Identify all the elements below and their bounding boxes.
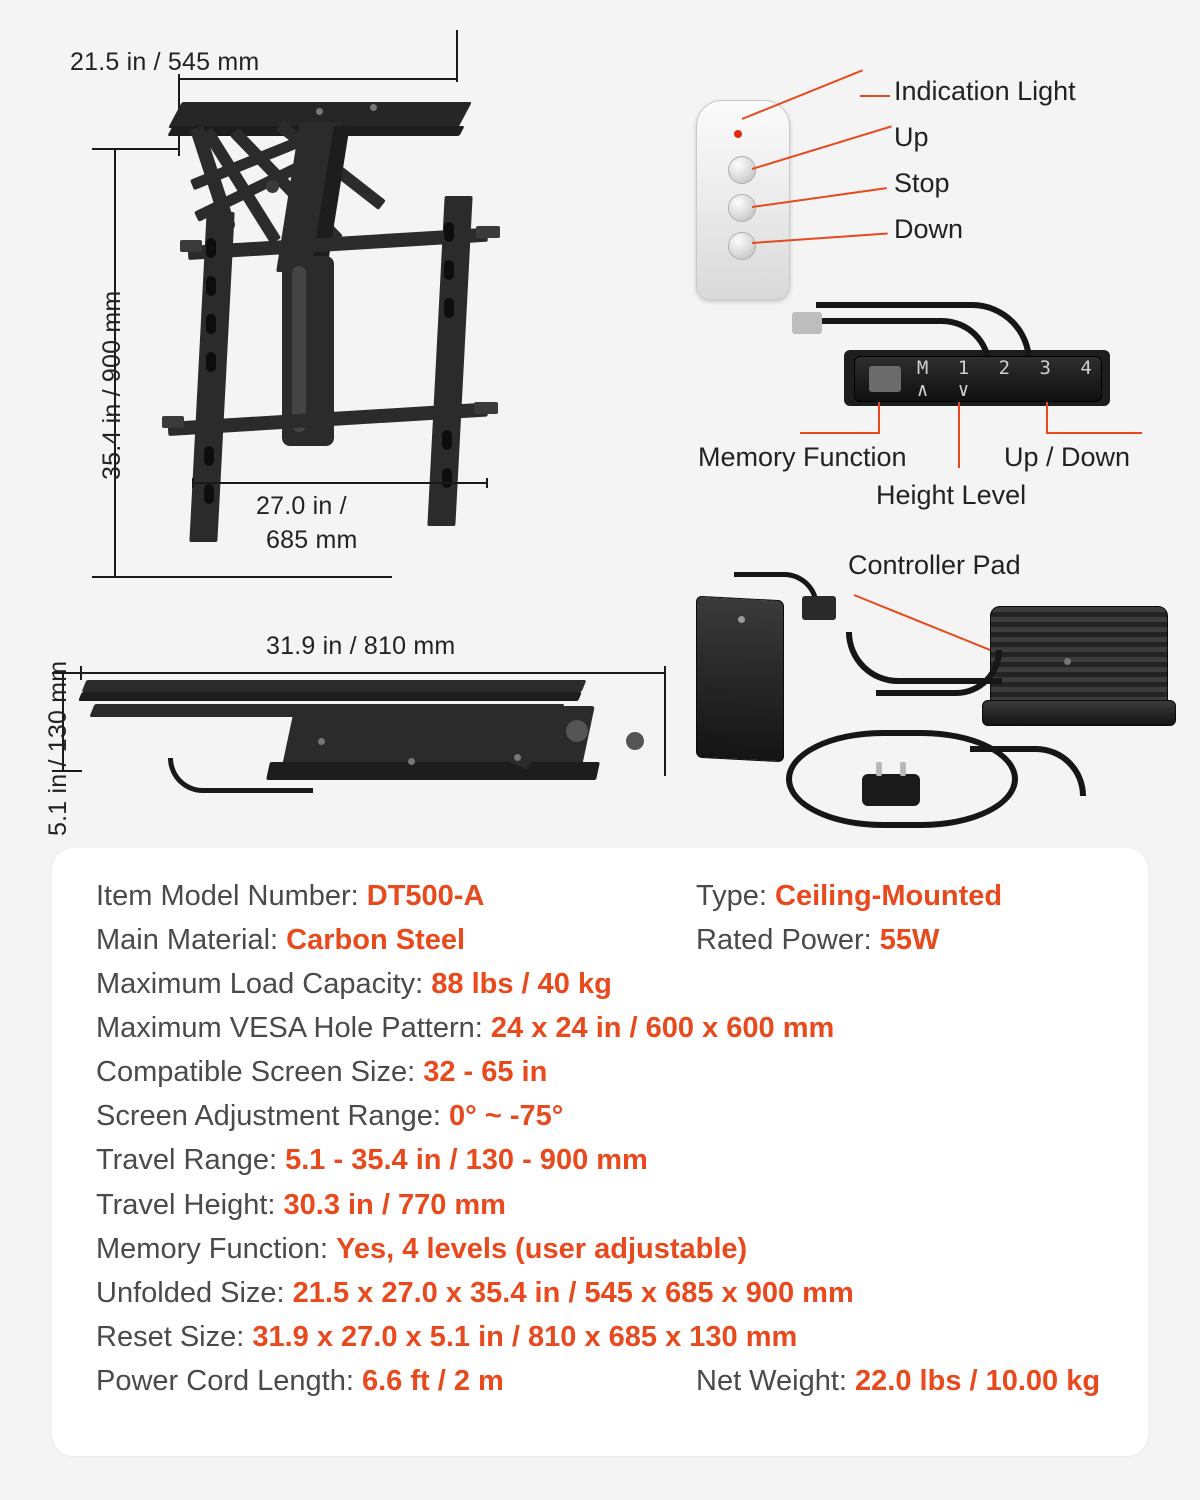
spec-value: 88 lbs / 40 kg [431, 968, 612, 1001]
plate-screw [316, 108, 323, 115]
folded-width-dimension-line [80, 672, 666, 674]
folded-screw [514, 754, 521, 761]
spec-label: Compatible Screen Size: [96, 1056, 424, 1089]
vesa-slot [442, 468, 452, 488]
vesa-slot [206, 314, 216, 334]
callout-leader-memory-function [878, 402, 880, 434]
spec-value: 22.0 lbs / 10.00 kg [855, 1364, 1101, 1397]
rail-end-cap [180, 240, 202, 252]
folded-screw [318, 738, 325, 745]
folded-body-base [266, 762, 600, 780]
unfolded-mount-illustration [70, 30, 630, 600]
spec-row [96, 962, 1104, 1006]
vesa-slot [206, 352, 216, 372]
ac-plug-prong [900, 762, 906, 776]
folded-width-label: 31.9 in / 810 mm [266, 632, 456, 660]
folded-top-rail-shadow [78, 692, 582, 701]
callout-leader-up-down-h [1046, 432, 1142, 434]
spec-label: Unfolded Size: [96, 1276, 293, 1309]
spec-value: DT500-A [366, 880, 485, 912]
folded-screw [408, 758, 415, 765]
callout-label-stop: Stop [894, 168, 950, 198]
spec-label: Maximum VESA Hole Pattern: [96, 1012, 491, 1045]
rail-end-cap [474, 402, 498, 414]
folded-width-tick-right [664, 666, 666, 776]
spec-row [96, 918, 1104, 962]
remote-down-button[interactable] [728, 232, 756, 260]
vesa-slot [444, 298, 454, 318]
folded-pivot [566, 720, 588, 742]
vesa-slot [204, 446, 214, 466]
vesa-slot [442, 430, 452, 450]
psu-connector [802, 596, 836, 620]
bottom-width-label-line1: 27.0 in / [256, 492, 347, 520]
spec-row [96, 1094, 1104, 1138]
spec-value: 32 - 65 in [423, 1056, 548, 1089]
spec-row [96, 874, 1104, 918]
rail-end-cap [162, 416, 184, 428]
rail-end-cap [476, 226, 500, 238]
spec-row [96, 1183, 1104, 1227]
callout-leader-height-level [958, 402, 960, 468]
spec-row [96, 1271, 1104, 1315]
folded-mount-illustration [18, 610, 678, 840]
callout-leader-indication-light-2 [860, 95, 890, 97]
height-dimension-tick-top [92, 148, 178, 150]
keypad-illustration [690, 290, 1180, 520]
height-dimension-tick-bottom [92, 576, 392, 578]
spec-value: Yes, 4 levels (user adjustable) [336, 1232, 748, 1265]
spec-value: Carbon Steel [286, 924, 466, 957]
spec-label: Main Material: [96, 924, 287, 957]
spec-label: Power Cord Length: [96, 1364, 362, 1397]
spec-row [96, 1315, 1104, 1359]
spec-label: Type: [696, 880, 775, 912]
spec-value: 55W [879, 924, 940, 957]
spec-value: 5.1 - 35.4 in / 130 - 900 mm [285, 1144, 648, 1177]
ac-plug [862, 774, 920, 806]
folded-power-cable [168, 758, 313, 793]
remote-control-illustration [690, 76, 1190, 320]
width-top-dimension-label: 21.5 in / 545 mm [70, 48, 260, 76]
vesa-slot [206, 238, 216, 258]
callout-leader-memory-function-h [800, 432, 880, 434]
spec-label: Travel Range: [96, 1144, 286, 1177]
top-dimension-tick-right [456, 30, 458, 82]
spec-label: Travel Height: [96, 1188, 284, 1221]
keypad-body[interactable] [854, 356, 1102, 402]
spec-value: 30.3 in / 770 mm [283, 1188, 506, 1221]
bottom-width-tick-right [486, 478, 488, 488]
spec-row [96, 1138, 1104, 1182]
indication-light [734, 130, 742, 138]
folded-height-label: 5.1 in / 130 mm [44, 660, 72, 836]
psu-indicator [738, 616, 745, 623]
callout-label-controller-pad: Controller Pad [848, 550, 1021, 580]
vesa-slot [204, 484, 214, 504]
spec-label: Maximum Load Capacity: [96, 968, 432, 1001]
spec-value: 6.6 ft / 2 m [361, 1364, 504, 1397]
plate-screw [370, 104, 377, 111]
spec-label: Reset Size: [96, 1320, 253, 1353]
power-cord-tail [970, 746, 1086, 796]
folded-body-plate [281, 706, 595, 770]
bottom-width-label-line2: 685 mm [266, 526, 358, 554]
callout-label-up: Up [894, 122, 929, 152]
callout-leader-indication-light [742, 69, 863, 120]
specification-card [52, 848, 1148, 1456]
spec-value: 31.9 x 27.0 x 5.1 in / 810 x 685 x 130 mm [252, 1320, 798, 1353]
keypad-connector [792, 312, 822, 334]
ir-receiver-window [869, 366, 901, 392]
spec-label: Item Model Number: [96, 880, 367, 912]
spec-row [96, 1050, 1104, 1094]
top-dimension-line [178, 78, 458, 80]
height-dimension-label: 35.4 in / 900 mm [98, 290, 126, 480]
spec-label: Rated Power: [696, 924, 880, 957]
specification-list [52, 848, 1148, 1403]
folded-top-rail [82, 680, 587, 692]
spec-row [96, 1227, 1104, 1271]
callout-label-height-level: Height Level [876, 480, 1027, 510]
vesa-slot [444, 260, 454, 280]
controller-pad-cable-2 [876, 650, 1002, 696]
bottom-width-dimension-line [192, 482, 488, 484]
vesa-slot [444, 222, 454, 242]
spec-label: Net Weight: [696, 1364, 856, 1397]
controller-pad-base [982, 700, 1176, 726]
controller-pad-illustration [690, 540, 1180, 840]
keypad-key-labels: M 1 2 3 4 ∧ ∨ [916, 357, 1101, 401]
callout-label-down: Down [894, 214, 964, 244]
spec-value: 21.5 x 27.0 x 35.4 in / 545 x 685 x 900 mm [292, 1276, 854, 1309]
spec-value: Ceiling-Mounted [775, 880, 1003, 912]
callout-label-indication-light: Indication Light [894, 76, 1076, 106]
ac-plug-prong [876, 762, 882, 776]
vesa-slot [206, 276, 216, 296]
spec-label: Screen Adjustment Range: [96, 1100, 450, 1133]
bottom-width-tick-left [192, 478, 194, 488]
spec-value: 0° ~ -75° [449, 1100, 564, 1133]
center-bracket-highlight [292, 266, 306, 432]
spec-row [96, 1359, 1104, 1403]
spec-value: 24 x 24 in / 600 x 600 mm [490, 1012, 835, 1045]
callout-label-memory-function: Memory Function [698, 442, 907, 472]
spec-label: Memory Function: [96, 1232, 337, 1265]
callout-leader-up-down [1046, 402, 1048, 434]
controller-pad-screw [1064, 658, 1071, 665]
callout-label-up-down: Up / Down [1004, 442, 1131, 472]
spec-row [96, 1006, 1104, 1050]
scissor-pivot [266, 180, 279, 193]
folded-pivot [626, 732, 644, 750]
